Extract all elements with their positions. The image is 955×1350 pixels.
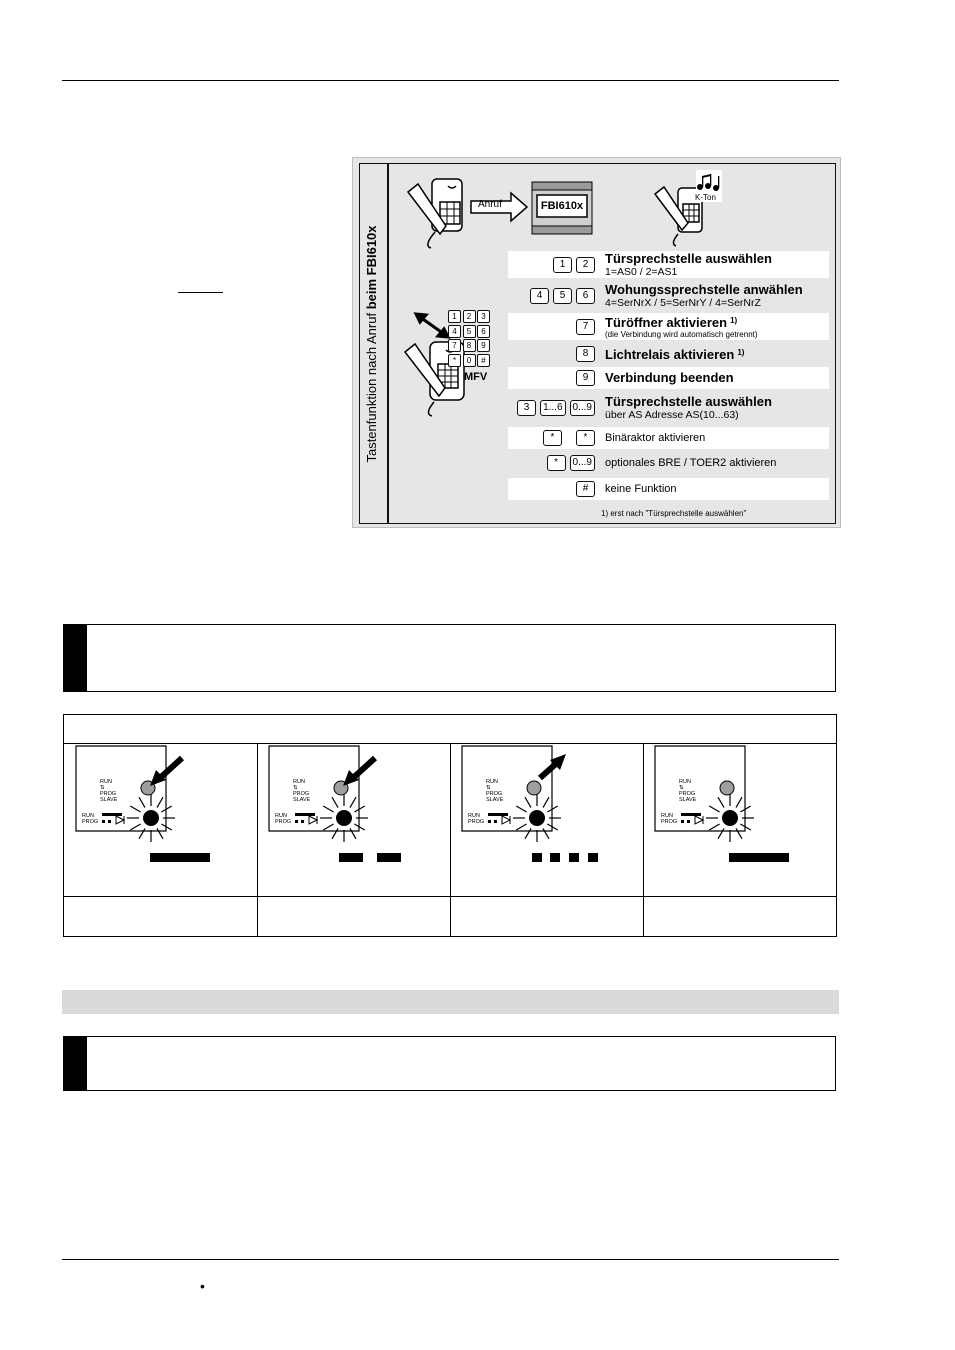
led-label: SLAVE — [486, 797, 504, 803]
led-label: ⇅ — [679, 785, 684, 791]
blink-pattern-pulse — [569, 853, 579, 862]
led-light — [143, 810, 159, 826]
function-row-8 — [508, 452, 829, 474]
mfv-label: MFV — [464, 371, 488, 383]
led-dot — [108, 820, 111, 823]
key-function-figure — [352, 157, 841, 528]
figure-frame — [359, 163, 836, 524]
function-row-5 — [508, 367, 829, 389]
led-label: PROG — [661, 819, 678, 825]
row-title: Türsprechstelle auswählen — [605, 394, 772, 409]
led-diagram — [257, 744, 449, 896]
led-label: RUN — [679, 779, 691, 785]
led-dot — [488, 820, 491, 823]
blink-pattern-long — [729, 853, 789, 862]
prog-button — [720, 781, 734, 795]
led-bar — [488, 813, 508, 816]
row-title: optionales BRE / TOER2 aktivieren — [605, 456, 777, 469]
note-marker — [64, 625, 87, 691]
row-sub: über AS Adresse AS(10...63) — [605, 409, 739, 421]
blink-pattern-pulse — [588, 853, 598, 862]
key-6: 6 — [576, 288, 595, 304]
row-sub: 1=AS0 / 2=AS1 — [605, 265, 678, 278]
led-diagram — [64, 744, 256, 896]
function-row-4 — [508, 343, 829, 365]
mfv-keypad — [448, 310, 492, 368]
led-bar — [295, 813, 315, 816]
key-1: 1 — [553, 257, 572, 273]
tone-label: K-Ton — [695, 193, 716, 202]
note-box-1 — [63, 624, 836, 692]
footer-rule — [62, 1259, 839, 1260]
note-box-2 — [63, 1036, 836, 1091]
led-label: ⇅ — [486, 785, 491, 791]
key-star: * — [547, 455, 566, 471]
blink-pattern-pulse — [339, 853, 363, 862]
row-sub: 4=SerNrX / 5=SerNrY / 4=SerNrZ — [605, 296, 761, 309]
keypad-key: 6 — [477, 325, 490, 338]
key-0-9: 0...9 — [570, 455, 595, 471]
led-label: RUN — [100, 779, 112, 785]
led-cell-4 — [643, 744, 835, 896]
vertical-title-bold: beim FBI610x — [364, 225, 379, 310]
led-label: RUN — [468, 813, 480, 819]
led-bar — [102, 813, 122, 816]
led-label: PROG — [82, 819, 99, 825]
function-row-6 — [508, 393, 829, 423]
led-cell-2 — [257, 744, 449, 896]
key-7: 7 — [576, 319, 595, 335]
key-1-6: 1...6 — [540, 400, 565, 416]
keypad-key: 1 — [448, 310, 461, 323]
led-dot — [687, 820, 690, 823]
led-label: RUN — [661, 813, 673, 819]
section-header-bar — [62, 990, 839, 1014]
led-label: PROG — [100, 791, 117, 797]
led-light — [336, 810, 352, 826]
prog-button — [527, 781, 541, 795]
function-row-9 — [508, 478, 829, 500]
note-marker — [64, 1037, 87, 1090]
call-label: Anruf — [478, 199, 502, 210]
led-light — [529, 810, 545, 826]
led-label: RUN — [486, 779, 498, 785]
led-label: PROG — [275, 819, 292, 825]
keypad-key: 0 — [463, 354, 476, 367]
row-sub: (die Verbindung wird automatisch getrennt) — [605, 329, 758, 339]
row-title: Wohungssprechstelle anwählen — [605, 281, 803, 297]
keypad-key: 9 — [477, 339, 490, 352]
keypad-key: 3 — [477, 310, 490, 323]
blink-pattern-long — [150, 853, 210, 862]
keypad-key: 5 — [463, 325, 476, 338]
vertical-title-normal: Tastenfunktion nach Anruf — [364, 312, 379, 463]
blink-pattern-pulse — [550, 853, 560, 862]
blink-pattern-pulse — [532, 853, 542, 862]
row-title: Türöffner aktivieren $^{1)}$ — [605, 314, 738, 330]
function-row-3 — [508, 313, 829, 340]
led-label: PROG — [468, 819, 485, 825]
led-label: RUN — [293, 779, 305, 785]
led-label: PROG — [293, 791, 310, 797]
led-label: SLAVE — [100, 797, 118, 803]
led-light — [722, 810, 738, 826]
led-cell-1 — [64, 744, 256, 896]
led-bar — [681, 813, 701, 816]
led-label: RUN — [82, 813, 94, 819]
led-dot — [102, 820, 105, 823]
keypad-key: # — [477, 354, 490, 367]
row-title: Binäraktor aktivieren — [605, 431, 706, 444]
key-9: 9 — [576, 370, 595, 386]
led-label: ⇅ — [293, 785, 298, 791]
key-0-9: 0...9 — [570, 400, 595, 416]
led-dot — [295, 820, 298, 823]
key-2: 2 — [576, 257, 595, 273]
key-3: 3 — [517, 400, 536, 416]
key-star: * — [543, 430, 562, 446]
key-5: 5 — [553, 288, 572, 304]
key-star: * — [576, 430, 595, 446]
key-4: 4 — [530, 288, 549, 304]
led-label: ⇅ — [100, 785, 105, 791]
led-diagram — [450, 744, 642, 896]
keypad-key: 8 — [463, 339, 476, 352]
footer-bullet: • — [200, 1278, 205, 1294]
keypad-key: * — [448, 354, 461, 367]
dial-arrow-icon — [416, 314, 448, 337]
figure-footnote: 1) erst nach "Türsprechstelle auswählen" — [601, 509, 747, 518]
row-title: keine Funktion — [605, 482, 677, 495]
led-label: RUN — [275, 813, 287, 819]
row-title: Türsprechstelle auswählen — [605, 250, 772, 266]
device-label: FBI610x — [540, 200, 584, 212]
key-8: 8 — [576, 346, 595, 362]
row-title: Verbindung beenden — [605, 370, 734, 385]
led-label: PROG — [486, 791, 503, 797]
led-status-table — [63, 714, 837, 937]
keypad-key: 7 — [448, 339, 461, 352]
handset-icon — [408, 179, 462, 248]
function-row-7 — [508, 427, 829, 449]
underline-mark — [178, 292, 223, 293]
led-label: SLAVE — [293, 797, 311, 803]
led-label: PROG — [679, 791, 696, 797]
header-rule — [62, 80, 839, 81]
blink-pattern-pulse — [377, 853, 401, 862]
row-title: Lichtrelais aktivieren $^{1)}$ — [605, 347, 745, 362]
led-cell-3 — [450, 744, 642, 896]
led-dot — [681, 820, 684, 823]
function-row-2 — [508, 282, 829, 309]
led-dot — [494, 820, 497, 823]
led-dot — [301, 820, 304, 823]
keypad-key: 2 — [463, 310, 476, 323]
function-row-1 — [508, 251, 829, 278]
led-label: SLAVE — [679, 797, 697, 803]
key-hash: # — [576, 481, 595, 497]
led-diagram — [643, 744, 835, 896]
keypad-key: 4 — [448, 325, 461, 338]
